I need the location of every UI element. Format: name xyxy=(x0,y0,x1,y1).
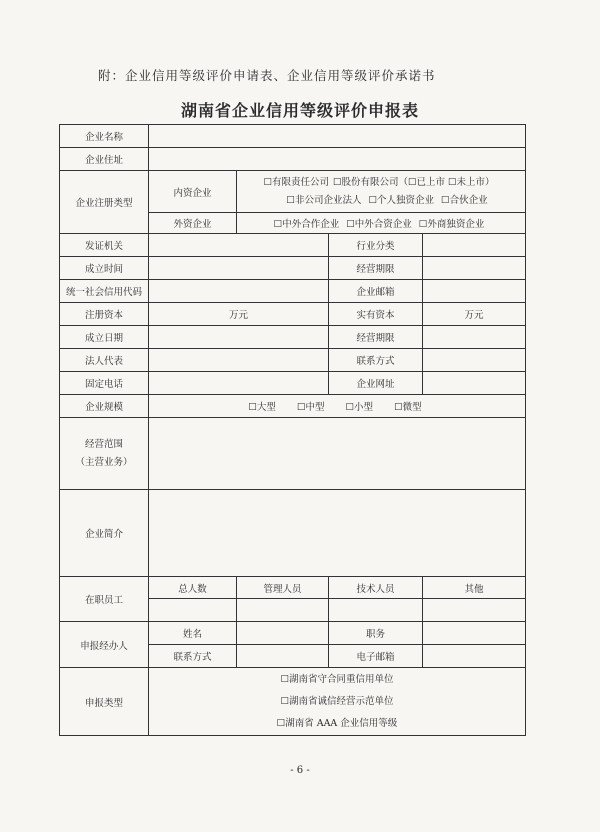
handler-label: 申报经办人 xyxy=(60,622,149,668)
industry-field[interactable] xyxy=(423,234,526,257)
staff-label: 在职员工 xyxy=(60,577,149,622)
business-term2-label: 经营期限 xyxy=(329,326,423,349)
business-term-label: 经营期限 xyxy=(329,257,423,280)
apply-type-label: 申报类型 xyxy=(60,668,149,736)
company-address-label: 企业住址 xyxy=(60,148,149,171)
company-intro-field[interactable] xyxy=(149,490,526,577)
scale-option[interactable]: ☐大型 xyxy=(248,402,276,413)
handler-email-field[interactable] xyxy=(423,645,526,668)
handler-position-field[interactable] xyxy=(423,622,526,645)
handler-position-label: 职务 xyxy=(329,622,423,645)
domestic-option[interactable]: ☐非公司企业法人 xyxy=(286,194,362,206)
credit-rating-form xyxy=(59,124,526,736)
credit-code-label: 统一社会信用代码 xyxy=(60,280,149,303)
company-scale-label: 企业规模 xyxy=(60,395,149,418)
registration-type-label: 企业注册类型 xyxy=(60,171,149,234)
foreign-option[interactable]: ☐外商独资企业 xyxy=(418,219,485,230)
fixed-phone-field[interactable] xyxy=(149,372,329,395)
managers-field[interactable] xyxy=(237,599,329,622)
business-scope-field[interactable] xyxy=(149,418,526,490)
scale-option[interactable]: ☐微型 xyxy=(394,402,422,413)
handler-name-field[interactable] xyxy=(237,622,329,645)
attachment-line: 附：企业信用等级评价申请表、企业信用等级评价承诺书 xyxy=(98,68,436,83)
legal-rep-field[interactable] xyxy=(149,349,329,372)
paid-capital-field[interactable] xyxy=(423,303,526,326)
apply-type-options[interactable] xyxy=(149,668,526,736)
credit-code-field[interactable] xyxy=(149,280,329,303)
business-scope-label-line1: 经营范围 xyxy=(84,438,123,450)
scale-option[interactable]: ☐小型 xyxy=(345,402,374,413)
apply-type-option[interactable]: ☐湖南省诚信经营示范单位 xyxy=(280,695,394,707)
company-address-field[interactable] xyxy=(149,148,526,171)
technicians-header: 技术人员 xyxy=(329,577,423,599)
business-scope-label xyxy=(60,418,149,490)
paid-capital-label: 实有资本 xyxy=(329,303,423,326)
issuing-authority-field[interactable] xyxy=(149,234,329,257)
paid-capital-unit: 万元 xyxy=(464,310,484,321)
domestic-option[interactable]: ☐有限责任公司 xyxy=(263,176,329,188)
company-name-label: 企业名称 xyxy=(60,125,149,148)
total-staff-header: 总人数 xyxy=(149,577,237,599)
technicians-field[interactable] xyxy=(329,599,423,622)
business-scope-label-line2: （主营业务） xyxy=(75,456,133,468)
scale-option[interactable]: ☐中型 xyxy=(296,402,325,413)
handler-contact-label: 联系方式 xyxy=(149,645,237,668)
issuing-authority-label: 发证机关 xyxy=(60,234,149,257)
fixed-phone-label: 固定电话 xyxy=(60,372,149,395)
foreign-option[interactable]: ☐中外合资企业 xyxy=(346,219,412,230)
foreign-option[interactable]: ☐中外合作企业 xyxy=(273,219,340,230)
established-date-label: 成立日期 xyxy=(60,326,149,349)
domestic-options[interactable] xyxy=(237,171,526,213)
company-email-label: 企业邮箱 xyxy=(329,280,423,303)
domestic-option[interactable]: ☐个人独资企业 xyxy=(368,194,435,206)
established-time-field[interactable] xyxy=(149,257,329,280)
apply-type-option[interactable]: ☐湖南省 AAA 企业信用等级 xyxy=(276,717,398,729)
foreign-options[interactable] xyxy=(237,213,526,234)
established-date-field[interactable] xyxy=(149,326,329,349)
registered-capital-label: 注册资本 xyxy=(60,303,149,326)
handler-name-label: 姓名 xyxy=(149,622,237,645)
website-label: 企业网址 xyxy=(329,372,423,395)
company-name-field[interactable] xyxy=(149,125,526,148)
registered-capital-field[interactable] xyxy=(149,303,329,326)
contact-method-field[interactable] xyxy=(423,349,526,372)
form-title: 湖南省企业信用等级评价申报表 xyxy=(180,101,419,120)
business-term2-field[interactable] xyxy=(423,326,526,349)
foreign-label: 外资企业 xyxy=(149,213,237,234)
legal-rep-label: 法人代表 xyxy=(60,349,149,372)
website-field[interactable] xyxy=(423,372,526,395)
company-intro-label: 企业简介 xyxy=(60,490,149,577)
total-staff-field[interactable] xyxy=(149,599,237,622)
managers-header: 管理人员 xyxy=(237,577,329,599)
domestic-label: 内资企业 xyxy=(149,171,237,213)
handler-email-label: 电子邮箱 xyxy=(329,645,423,668)
contact-method-label: 联系方式 xyxy=(329,349,423,372)
others-header: 其他 xyxy=(423,577,526,599)
company-scale-options[interactable] xyxy=(149,395,526,418)
registered-capital-unit: 万元 xyxy=(228,310,248,321)
industry-label: 行业分类 xyxy=(329,234,423,257)
apply-type-option[interactable]: ☐湖南省守合同重信用单位 xyxy=(280,673,394,685)
company-email-field[interactable] xyxy=(423,280,526,303)
business-term-field[interactable] xyxy=(423,257,526,280)
domestic-option[interactable]: ☐合伙企业 xyxy=(441,194,488,206)
others-field[interactable] xyxy=(423,599,526,622)
page-number: - 6 - xyxy=(290,765,310,776)
handler-contact-field[interactable] xyxy=(237,645,329,668)
established-time-label: 成立时间 xyxy=(60,257,149,280)
domestic-option[interactable]: ☐股份有限公司（☐已上市 ☐未上市） xyxy=(332,176,495,188)
